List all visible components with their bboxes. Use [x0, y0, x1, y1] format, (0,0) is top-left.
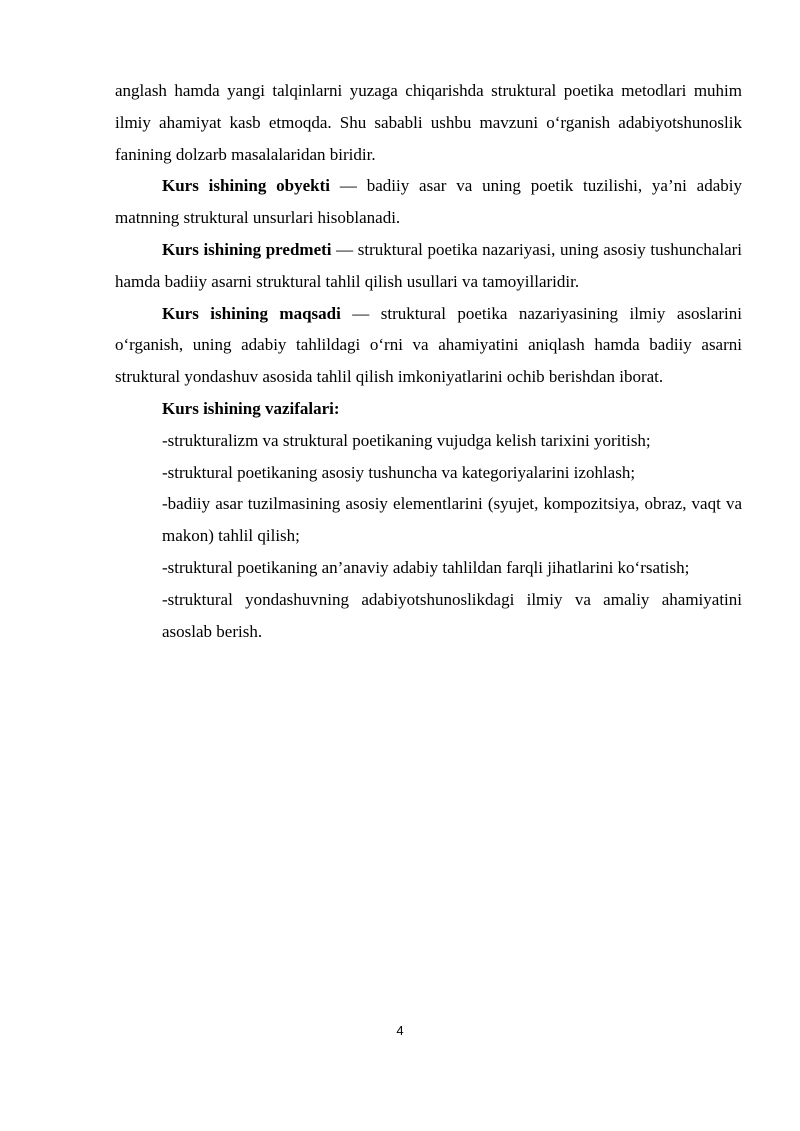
tasks-heading: Kurs ishining vazifalari: [162, 398, 340, 418]
task-item: -struktural poetikaning an’anaviy adabiy tahlildan farqli jihatlarini ko‘rsatish; [162, 557, 690, 577]
task-item: -strukturalizm va struktural poetikaning vujudga kelish tarixini yoritish; [162, 430, 651, 450]
object-text: — badiiy asar va uning poetik tuzilishi, ya’ni adabiy matnning struktural unsurlari hisoblanadi. [115, 176, 742, 228]
goal-paragraph [115, 298, 742, 393]
subject-paragraph [115, 234, 742, 298]
task-item: -badiiy asar tuzilmasining asosiy elementlarini (syujet, kompozitsiya, obraz, vaqt va makon) tahlil qilish; [162, 494, 742, 546]
document-body [115, 75, 742, 647]
task-item: -struktural yondashuvning adabiyotshunoslikdagi ilmiy va amaliy ahamiyatini asoslab berish. [162, 589, 742, 641]
object-label: Kurs ishining obyekti [162, 176, 331, 196]
intro-paragraph: anglash hamda yangi talqinlarni yuzaga chiqarishda struktural poetika metodlari muhim ilmiy ahamiyat kasb etmoqda. Shu sababli ushbu mavzuni o‘rganish adabiyotshunoslik fanining dolzarb masalalaridan biridir. [115, 81, 742, 164]
object-paragraph [115, 170, 742, 234]
task-item: -struktural poetikaning asosiy tushuncha va kategoriyalarini izohlash; [162, 462, 636, 482]
goal-label: Kurs ishining maqsadi [162, 303, 341, 323]
goal-text: — struktural poetika nazariyasining ilmiy asoslarini o‘rganish, uning adabiy tahlildagi o‘rni va ahamiyatini aniqlash hamda badiiy asarni struktural yondashuv asosida tahlil qilish imkoniyatlarini ochib berishdan iborat. [115, 303, 742, 387]
page-number: 4 [396, 1023, 404, 1038]
tasks-heading-paragraph [115, 393, 742, 425]
subject-label: Kurs ishining predmeti [162, 239, 332, 259]
subject-text: — struktural poetika nazariyasi, uning asosiy tushunchalari hamda badiiy asarni struktural tahlil qilish usullari va tamoyillaridir. [115, 239, 742, 291]
